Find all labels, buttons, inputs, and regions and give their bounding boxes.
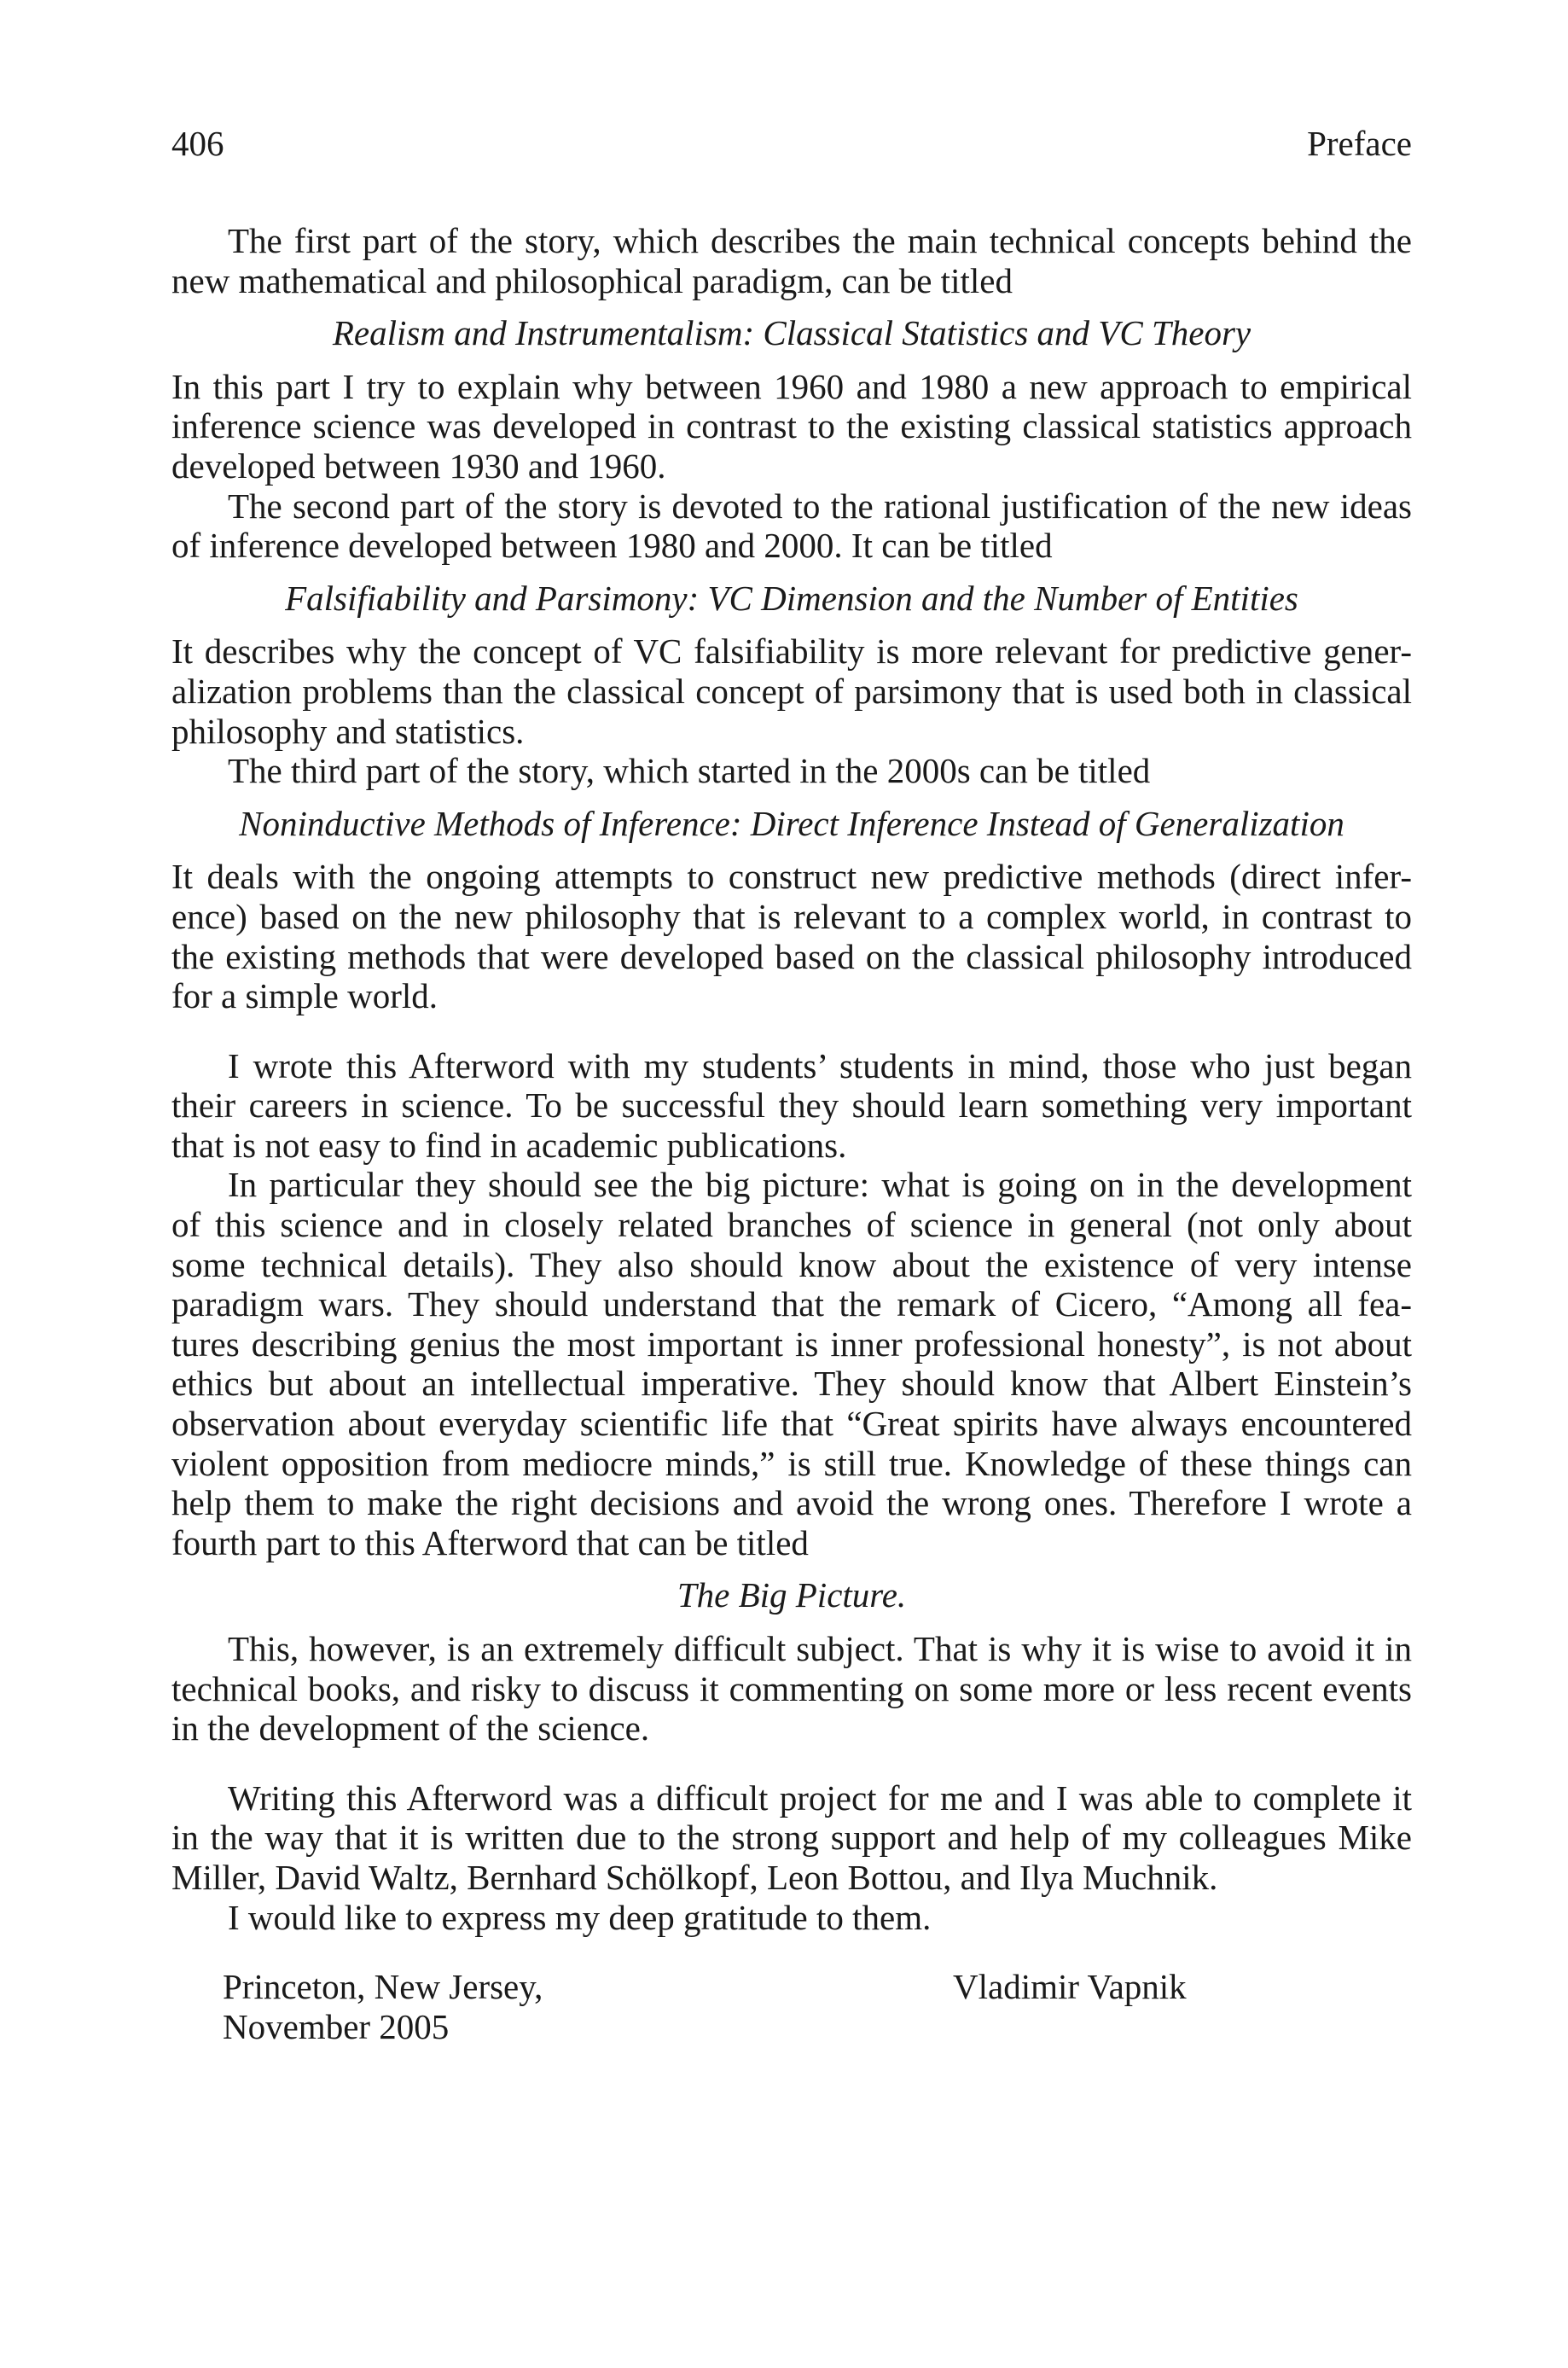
text-line: This, however, is an extremely difficult subject. That is why it is wise to avoid it in (228, 1629, 1412, 1668)
section-title: The Big Picture. (677, 1575, 907, 1615)
paragraph-gap (171, 1937, 1412, 1967)
paragraph (171, 1778, 1412, 1898)
text-line: The third part of the story, which started in the 2000s can be titled (228, 751, 1151, 791)
text-line: I wrote this Afterword with my students’ students in mind, those who just began (228, 1045, 1412, 1085)
page-header (171, 124, 1412, 163)
text-line: It deals with the ongoing attempts to construct new predictive methods (direct infer- (171, 857, 1412, 897)
paragraph (171, 221, 1412, 300)
text-line: tures describing genius the most important is inner professional honesty”, is not about (171, 1324, 1412, 1364)
paragraph (171, 486, 1412, 566)
signature-place: Princeton, New Jersey, (223, 1967, 543, 2007)
text-line: some technical details). They also should know about the existence of very intense (171, 1244, 1412, 1284)
paragraph (171, 367, 1412, 486)
page-body (171, 221, 1412, 2046)
text-line: new mathematical and philosophical paradigm, can be titled (171, 260, 1013, 300)
text-line: alization problems than the classical concept of parsimony that is used both in classical (171, 671, 1412, 711)
paragraph (171, 1165, 1412, 1562)
page-number: 406 (171, 124, 224, 163)
paragraph (171, 751, 1412, 791)
text-line: ence) based on the new philosophy that is relevant to a complex world, in contrast to (171, 896, 1412, 936)
text-line: paradigm wars. They should understand that the remark of Cicero, “Among all fea- (171, 1284, 1412, 1324)
text-line: Writing this Afterword was a difficult project for me and I was able to complete it (228, 1777, 1412, 1818)
text-line: help them to make the right decisions and avoid the wrong ones. Therefore I wrote a (171, 1483, 1412, 1523)
text-line: The second part of the story is devoted to the rational justification of the new ideas (228, 486, 1412, 526)
text-line: It describes why the concept of VC falsifiability is more relevant for predictive gener- (171, 631, 1412, 672)
text-line: of this science and in closely related branches of science in general (not only about (171, 1205, 1412, 1245)
section-title: Falsifiability and Parsimony: VC Dimension and the Number of Entities (285, 578, 1298, 618)
text-line: their careers in science. To be successful they should learn something very important (171, 1085, 1412, 1126)
text-line: observation about everyday scientific life that “Great spirits have always encountered (171, 1404, 1412, 1444)
text-line: fourth part to this Afterword that can be titled (171, 1522, 809, 1562)
text-line: the existing methods that were developed based on the classical philosophy introduced (171, 936, 1412, 976)
running-title: Preface (1307, 124, 1412, 163)
text-line: in the development of the science. (171, 1708, 650, 1748)
text-line: that is not easy to find in academic publications. (171, 1125, 847, 1165)
section-title: Realism and Instrumentalism: Classical Statistics and VC Theory (332, 313, 1251, 353)
text-line: ethics but about an intellectual imperative. They should know that Albert Einstein’s (171, 1364, 1412, 1404)
text-line: In this part I try to explain why between 1960 and 1980 a new approach to empirical (171, 366, 1412, 406)
paragraph (171, 631, 1412, 751)
text-line: technical books, and risky to discuss it commenting on some more or less recent events (171, 1668, 1412, 1708)
text-line: inference science was developed in contrast to the existing classical statistics approach (171, 406, 1412, 446)
paragraph (171, 1898, 1412, 1938)
paragraph (171, 1046, 1412, 1166)
text-line: philosophy and statistics. (171, 711, 525, 751)
text-line: The first part of the story, which describes the main technical concepts behind the (228, 221, 1412, 260)
paragraph (171, 857, 1412, 1015)
text-line: of inference developed between 1980 and 2000. It can be titled (171, 526, 1053, 566)
section-title: Noninductive Methods of Inference: Direct Inference Instead of Generalization (239, 803, 1344, 843)
text-line: In particular they should see the big picture: what is going on in the development (228, 1165, 1412, 1205)
text-line: violent opposition from mediocre minds,” is still true. Knowledge of these things can (171, 1443, 1412, 1483)
text-line: I would like to express my deep gratitude to them. (228, 1897, 932, 1937)
paragraph-gap (171, 1016, 1412, 1046)
paragraph (171, 1629, 1412, 1748)
signature-author: Vladimir Vapnik (953, 1967, 1187, 2007)
signature-block (171, 1967, 1412, 2046)
text-line: developed between 1930 and 1960. (171, 445, 666, 486)
text-line: in the way that it is written due to the strong support and help of my colleagues Mike (171, 1818, 1412, 1858)
signature-date: November 2005 (223, 2006, 450, 2046)
text-line: Miller, David Waltz, Bernhard Schölkopf, Leon Bottou, and Ilya Muchnik. (171, 1857, 1218, 1897)
text-line: for a simple world. (171, 976, 438, 1016)
paragraph-gap (171, 1748, 1412, 1778)
